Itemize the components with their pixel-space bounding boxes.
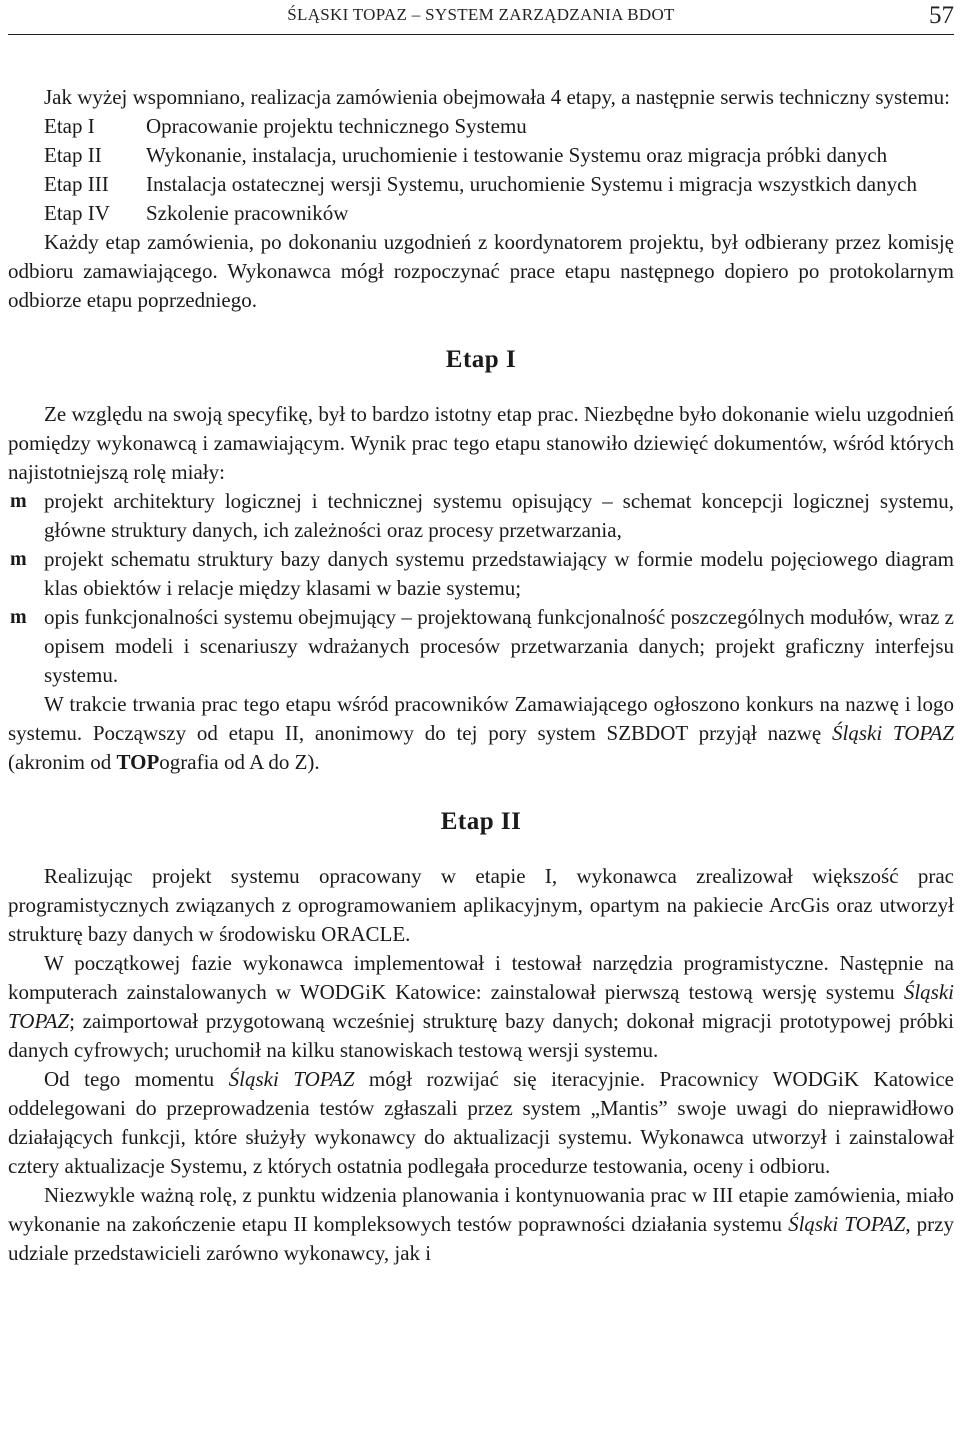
stage-row	[44, 112, 954, 141]
intro-paragraph: Jak wyżej wspomniano, realizacja zamówienia obejmowała 4 etapy, a następnie serwis techniczny systemu:	[44, 85, 950, 109]
stage-label: Etap II	[44, 143, 102, 167]
text-run: Niezwykle ważną rolę, z punktu widzenia planowania i kontynuowania prac w III etapie zamówienia, miało wykonanie na zakończenie etapu II kompleksowych testów poprawności działania systemu	[8, 1183, 954, 1236]
list-item-text: opis funkcjonalności systemu obejmujący – projektowaną funkcjonalność poszczególnych modułów, wraz z opisem modeli i scenariuszy wdrażanych procesów przetwarzania danych; projekt graficzny interfejsu systemu.	[44, 605, 954, 687]
body-text	[8, 83, 954, 1268]
page-number: 57	[929, 2, 954, 29]
list-item	[8, 603, 954, 690]
system-name: Śląski TOPAZ	[228, 1067, 355, 1091]
stage-description: Wykonanie, instalacja, uruchomienie i testowanie Systemu oraz migracja próbki danych	[146, 143, 888, 167]
text-run: (akronim od	[8, 750, 117, 774]
stage-row	[44, 170, 954, 199]
system-name: Śląski TOPAZ	[788, 1212, 906, 1236]
bullet-icon: m	[10, 606, 27, 628]
list-item-text: projekt schematu struktury bazy danych systemu przedstawiający w formie modelu pojęciowego diagram klas obiektów i relacje między klasami w bazie systemu;	[44, 547, 954, 600]
bullet-icon: m	[10, 490, 27, 512]
system-name: Śląski TOPAZ	[8, 980, 954, 1033]
section-heading-etap-1: Etap I	[445, 346, 517, 373]
stage-list	[44, 112, 954, 228]
list-item-text: projekt architektury logicznej i technicznej systemu opisujący – schemat koncepcji logicznej systemu, główne struktury danych, ich zależności oraz procesy przetwarzania,	[44, 489, 954, 542]
list-item	[8, 545, 954, 603]
iteration-paragraph	[8, 1065, 954, 1181]
implementation-paragraph	[8, 949, 954, 1065]
text-run: ; zaimportował przygotowaną wcześniej strukturę bazy danych; dokonał migracji prototypowej próbki danych cyfrowych; uruchomił na kilku stanowiskach testową wersji systemu.	[8, 1009, 954, 1062]
stage-description: Szkolenie pracowników	[146, 201, 349, 225]
etap-1-paragraph: Ze względu na swoją specyfikę, był to bardzo istotny etap prac. Niezbędne było dokonanie wielu uzgodnień pomiędzy wykonawcą i zamawiającym. Wynik prac tego etapu stanowiło dziewięć dokumentów, wśród których najistotniejszą rolę miały:	[8, 402, 954, 484]
stage-row	[44, 199, 954, 228]
intro-closing-paragraph: Każdy etap zamówienia, po dokonaniu uzgodnień z koordynatorem projektu, był odbierany przez komisję odbioru zamawiającego. Wykonawca mógł rozpoczynać prace etapu następnego dopiero po protokolarnym odbiorze etapu poprzedniego.	[8, 230, 954, 312]
acronym-emphasis: TOP	[116, 750, 160, 774]
stage-description: Opracowanie projektu technicznego Systemu	[146, 114, 527, 138]
testing-paragraph	[8, 1181, 954, 1268]
bullet-icon: m	[10, 548, 27, 570]
text-run: mógł rozwijać się iteracyjnie. Pracownicy WODGiK Katowice oddelegowani do przeprowadzenia testów zgłaszali przez system „Mantis” swoje uwagi do nieprawidłowo działających funkcji, które służyły wykonawcy do aktualizacji systemu. Wykonawca utworzył i zainstalował cztery aktualizacje Systemu, z których ostatnia podlegała procedurze testowania, oceny i odbioru.	[8, 1067, 954, 1178]
text-run: ografia od A do Z).	[159, 750, 320, 774]
deliverables-list	[8, 487, 954, 690]
contest-paragraph	[8, 690, 954, 777]
running-header	[8, 0, 954, 35]
stage-label: Etap III	[44, 172, 109, 196]
stage-label: Etap IV	[44, 201, 110, 225]
text-run: Od tego momentu	[44, 1067, 229, 1091]
text-run: , przy udziale przedstawicieli zarówno wykonawcy, jak i	[8, 1212, 954, 1265]
text-run: W trakcie trwania prac tego etapu wśród pracowników Zamawiającego ogłoszono konkurs na nazwę i logo systemu. Począwszy od etapu II, anonimowy do tej pory system SZBDOT przyjął nazwę	[8, 692, 954, 745]
stage-label: Etap I	[44, 114, 95, 138]
system-name: Śląski TOPAZ	[832, 721, 955, 745]
stage-description: Instalacja ostatecznej wersji Systemu, uruchomienie Systemu i migracja wszystkich danych	[146, 172, 917, 196]
list-item	[8, 487, 954, 545]
section-heading-etap-2: Etap II	[440, 808, 522, 835]
document-page	[8, 0, 954, 1452]
running-header-title: ŚLĄSKI TOPAZ – SYSTEM ZARZĄDZANIA BDOT	[287, 5, 675, 24]
etap-2-paragraph: Realizując projekt systemu opracowany w etapie I, wykonawca zrealizował większość prac programistycznych związanych z oprogramowaniem aplikacyjnym, opartym na pakiecie ArcGis oraz utworzył strukturę bazy danych w środowisku ORACLE.	[8, 864, 954, 946]
text-run: W początkowej fazie wykonawca implementował i testował narzędzia programistyczne. Następnie na komputerach zainstalowanych w WODGiK Katowice: zainstalował pierwszą testową wersję systemu	[8, 951, 954, 1004]
stage-row	[44, 141, 954, 170]
